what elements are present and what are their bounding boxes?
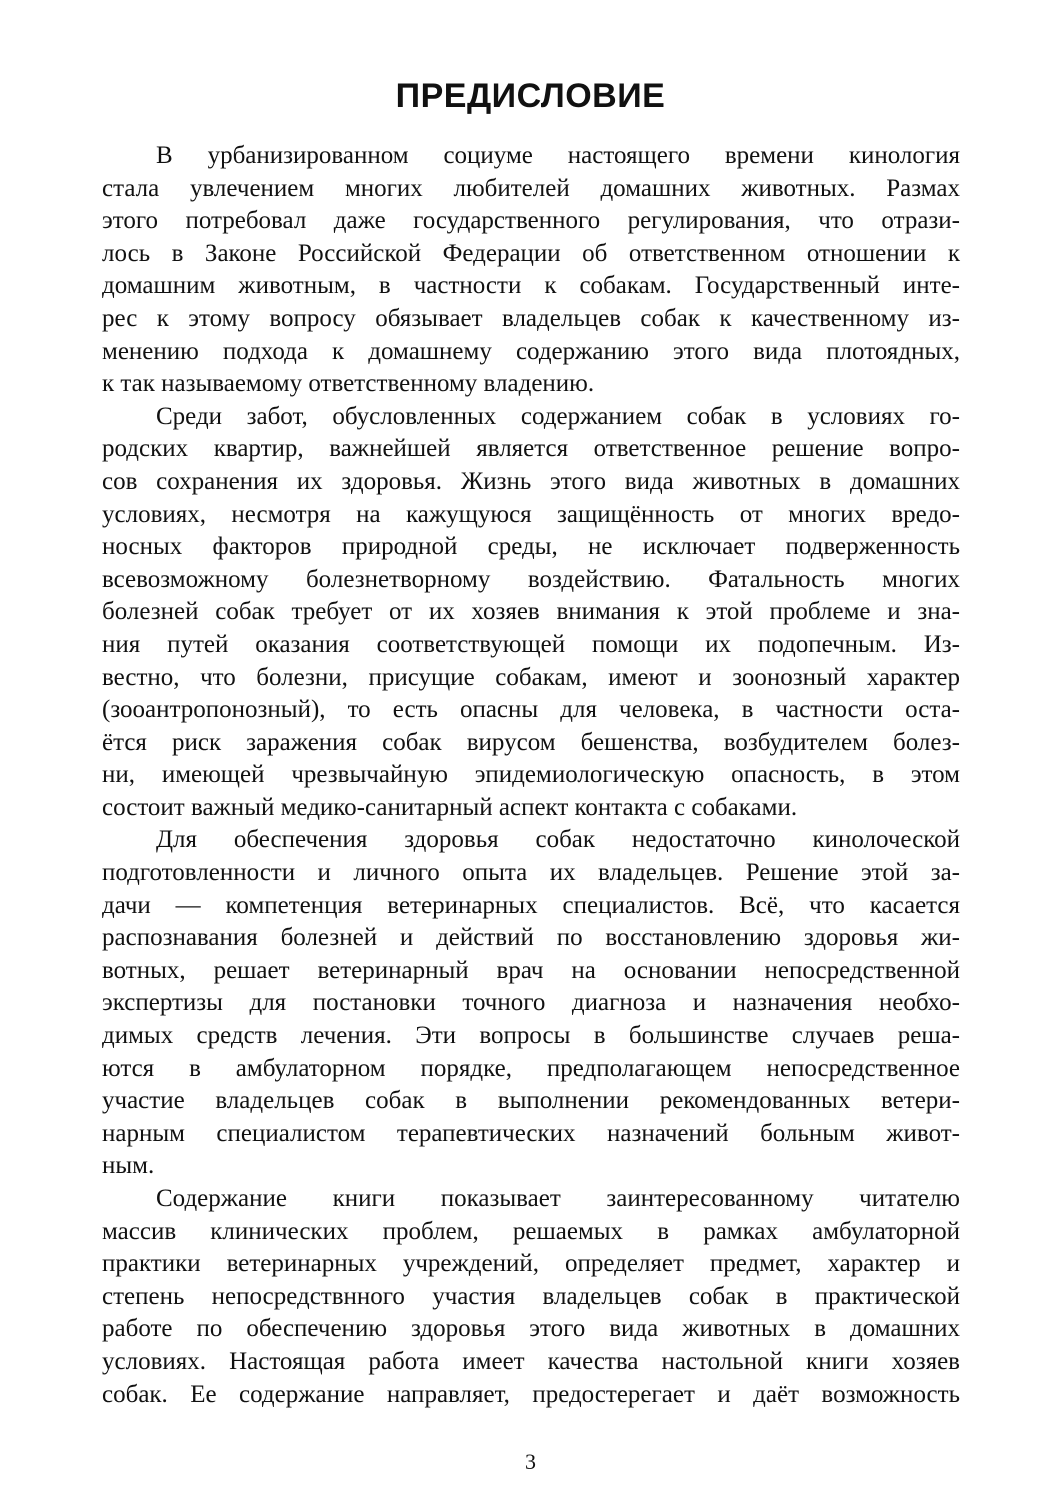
text-line: собак. Ее содержание направляет, предостерегает и даёт возможность bbox=[102, 1380, 960, 1408]
text-line: практики ветеринарных учреждений, определяет предмет, характер и bbox=[102, 1250, 960, 1278]
text-line: менению подхода к домашнему содержанию этого вида плотоядных, bbox=[102, 337, 960, 365]
text-line: условиях, несмотря на кажущуюся защищённость от многих вредо- bbox=[102, 500, 960, 528]
text-line: степень непосредствнного участия владельцев собак в практической bbox=[102, 1282, 960, 1310]
paragraph-1 bbox=[102, 140, 960, 401]
text-line: состоит важный медико-санитарный аспект контакта с собаками. bbox=[102, 793, 798, 821]
text-line: этого потребовал даже государственного регулирования, что отрази- bbox=[102, 207, 960, 235]
paragraph-3 bbox=[102, 824, 960, 1183]
text-line: стала увлечением многих любителей домашних животных. Размах bbox=[102, 174, 960, 202]
text-line: массив клинических проблем, решаемых в рамках амбулаторной bbox=[102, 1217, 960, 1245]
text-line: ным. bbox=[102, 1152, 155, 1180]
text-line: экспертизы для постановки точного диагноза и назначения необхо- bbox=[102, 989, 960, 1017]
text-line: всевозможному болезнетворному воздействию. Фатальность многих bbox=[102, 565, 960, 593]
page-title: ПРЕДИСЛОВИЕ bbox=[395, 77, 666, 115]
text-line: вотных, решает ветеринарный врач на основании непосредственной bbox=[102, 956, 960, 984]
text-line: вестно, что болезни, присущие собакам, имеют и зоонозный характер bbox=[102, 663, 960, 691]
text-line: носных факторов природной среды, не исключает подверженность bbox=[102, 533, 960, 561]
text-line: ются в амбулаторном порядке, предполагающем непосредственное bbox=[102, 1054, 960, 1082]
text-line: дачи — компетенция ветеринарных специалистов. Всё, что касается bbox=[102, 891, 960, 919]
text-line: распознавания болезней и действий по восстановлению здоровья жи- bbox=[102, 924, 960, 952]
text-line: подготовленности и личного опыта их владельцев. Решение этой за- bbox=[102, 859, 960, 887]
text-line: димых средств лечения. Эти вопросы в большинстве случаев реша- bbox=[102, 1022, 960, 1050]
text-line: ни, имеющей чрезвычайную эпидемиологическую опасность, в этом bbox=[102, 761, 960, 789]
text-line: Для обеспечения здоровья собак недостаточно кинолоческой bbox=[156, 826, 960, 854]
text-line: Содержание книги показывает заинтересованному читателю bbox=[156, 1185, 960, 1212]
text-line: ния путей оказания соответствующей помощи их подопечным. Из- bbox=[102, 630, 960, 658]
text-line: В урбанизированном социуме настоящего времени кинология bbox=[156, 142, 960, 169]
paragraph-2 bbox=[102, 401, 960, 825]
text-line: сов сохранения их здоровья. Жизнь этого вида животных в домашних bbox=[102, 467, 960, 495]
text-line: к так называемому ответственному владению. bbox=[102, 370, 595, 398]
text-line: домашним животным, в частности к собакам. Государственный инте- bbox=[102, 272, 960, 300]
text-line: лось в Законе Российской Федерации об ответственном отношении к bbox=[102, 239, 960, 267]
page-number: 3 bbox=[525, 1449, 536, 1474]
body-text bbox=[102, 140, 960, 1411]
text-line: рес к этому вопросу обязывает владельцев собак к качественному из- bbox=[102, 304, 960, 332]
text-line: участие владельцев собак в выполнении рекомендованных ветери- bbox=[102, 1087, 960, 1115]
text-line: (зооантропонозный), то есть опасны для человека, в частности оста- bbox=[102, 696, 960, 724]
text-line: условиях. Настоящая работа имеет качества настольной книги хозяев bbox=[102, 1347, 960, 1375]
text-line: Среди забот, обусловленных содержанием собак в условиях го- bbox=[156, 402, 960, 430]
text-line: родских квартир, важнейшей является ответственное решение вопро- bbox=[102, 435, 960, 463]
paragraph-4 bbox=[102, 1183, 960, 1411]
text-line: ётся риск заражения собак вирусом бешенства, возбудителем болез- bbox=[102, 728, 960, 756]
text-line: работе по обеспечению здоровья этого вида животных в домашних bbox=[102, 1315, 960, 1343]
text-line: нарным специалистом терапевтических назначений больным живот- bbox=[102, 1119, 960, 1147]
text-line: болезней собак требует от их хозяев внимания к этой проблеме и зна- bbox=[102, 598, 960, 626]
